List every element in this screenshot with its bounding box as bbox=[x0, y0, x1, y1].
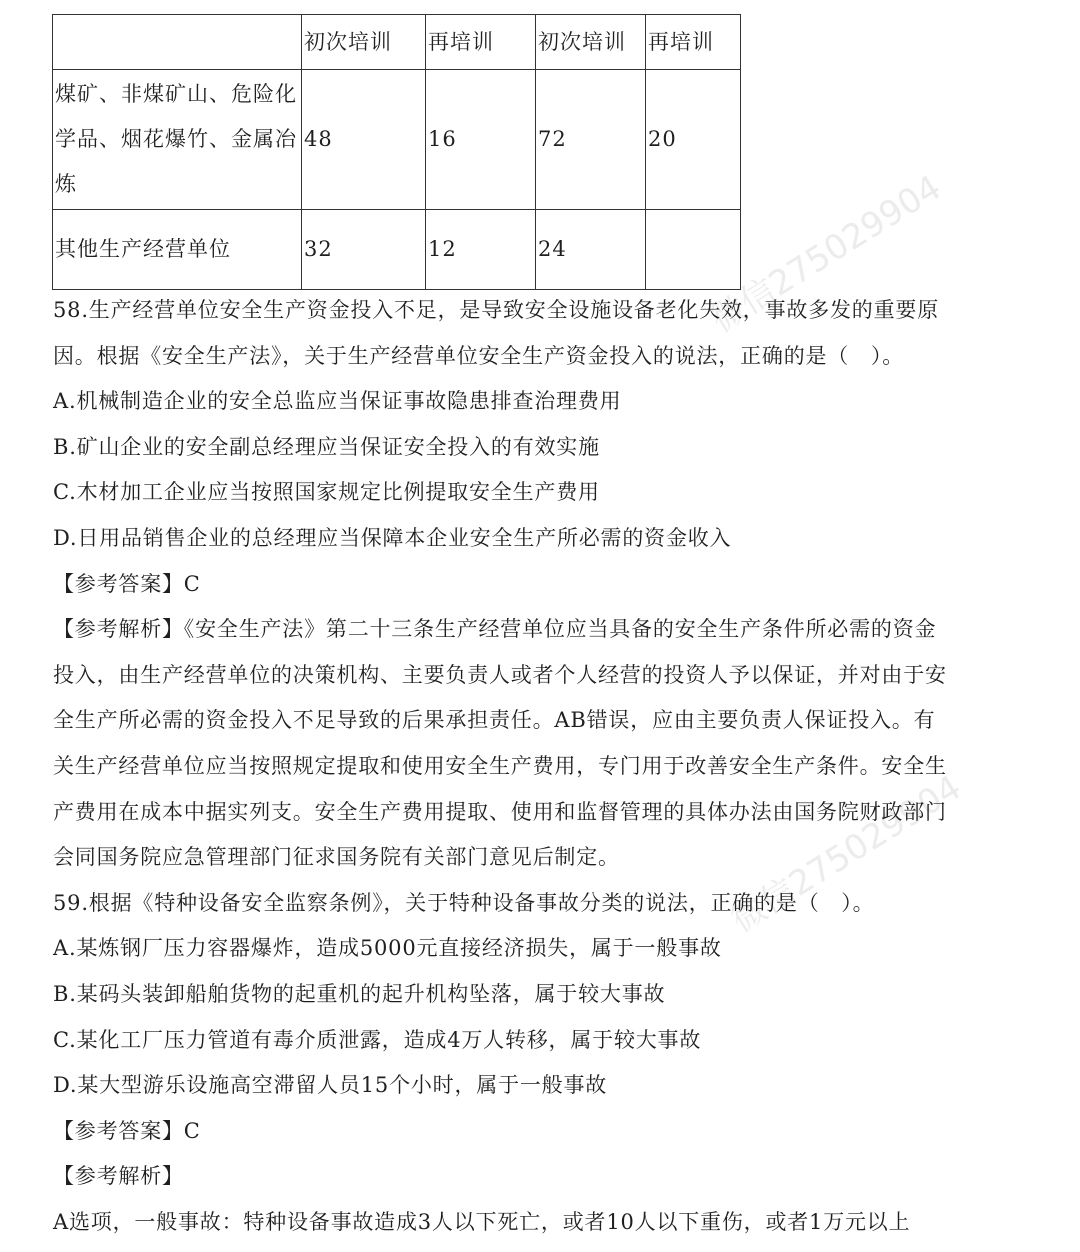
question-58-stem: 因。根据《安全生产法》，关于生产经营单位安全生产资金投入的说法，正确的是（ ）。 bbox=[53, 343, 904, 368]
table-row bbox=[53, 210, 741, 290]
table-header-cell: 初次培训 bbox=[536, 15, 646, 70]
table-cell bbox=[646, 210, 741, 290]
reference-analysis: A选项，一般事故：特种设备事故造成3人以下死亡，或者10人以下重伤，或者1万元以上 bbox=[53, 1209, 911, 1234]
table-cell: 32 bbox=[302, 210, 426, 290]
table-cell: 16 bbox=[426, 70, 536, 210]
table-cell: 20 bbox=[646, 70, 741, 210]
reference-analysis: 投入，由生产经营单位的决策机构、主要负责人或者个人经营的投资人予以保证，并对由于安 bbox=[53, 662, 947, 687]
reference-analysis-heading: 【参考解析】 bbox=[53, 1164, 184, 1189]
table-header-row bbox=[53, 15, 741, 70]
watermark: 微信275029904 bbox=[704, 167, 949, 341]
reference-analysis: 会同国务院应急管理部门征求国务院有关部门意见后制定。 bbox=[53, 845, 620, 870]
reference-answer: 【参考答案】C bbox=[53, 571, 201, 596]
reference-analysis: 【参考解析】《安全生产法》第二十三条生产经营单位应当具备的安全生产条件所必需的资金 bbox=[53, 617, 937, 642]
table-row-label: 煤矿、非煤矿山、危险化学品、烟花爆竹、金属冶炼 bbox=[53, 70, 302, 210]
option-d: D.日用品销售企业的总经理应当保障本企业安全生产所必需的资金收入 bbox=[53, 525, 732, 550]
question-text-body bbox=[53, 288, 1013, 1245]
table-header-cell: 初次培训 bbox=[302, 15, 426, 70]
option-a: A.机械制造企业的安全总监应当保证事故隐患排查治理费用 bbox=[53, 389, 622, 414]
option-a: A.某炼钢厂压力容器爆炸，造成5000元直接经济损失，属于一般事故 bbox=[53, 936, 722, 961]
option-b: B.某码头装卸船舶货物的起重机的起升机构坠落，属于较大事故 bbox=[53, 981, 666, 1006]
option-c: C.某化工厂压力管道有毒介质泄露，造成4万人转移，属于较大事故 bbox=[53, 1027, 702, 1052]
table-cell: 24 bbox=[536, 210, 646, 290]
reference-analysis: 全生产所必需的资金投入不足导致的后果承担责任。AB错误，应由主要负责人保证投入。有 bbox=[53, 708, 936, 733]
training-hours-table bbox=[52, 14, 741, 290]
option-d: D.某大型游乐设施高空滞留人员15个小时，属于一般事故 bbox=[53, 1073, 608, 1098]
reference-answer: 【参考答案】C bbox=[53, 1118, 201, 1143]
table-row bbox=[53, 70, 741, 210]
table-cell: 72 bbox=[536, 70, 646, 210]
table-header-cell: 再培训 bbox=[646, 15, 741, 70]
table-cell: 48 bbox=[302, 70, 426, 210]
option-c: C.木材加工企业应当按照国家规定比例提取安全生产费用 bbox=[53, 480, 600, 505]
table-row-label: 其他生产经营单位 bbox=[53, 210, 302, 290]
table-cell bbox=[53, 15, 302, 70]
question-58-stem: 58.生产经营单位安全生产资金投入不足，是导致安全设施设备老化失效，事故多发的重要原 bbox=[53, 298, 939, 322]
reference-analysis: 关生产经营单位应当按照规定提取和使用安全生产费用，专门用于改善安全生产条件。安全生 bbox=[53, 753, 947, 778]
reference-analysis: 产费用在成本中据实列支。安全生产费用提取、使用和监督管理的具体办法由国务院财政部门 bbox=[53, 799, 947, 824]
table-cell: 12 bbox=[426, 210, 536, 290]
question-59-stem: 59.根据《特种设备安全监察条例》，关于特种设备事故分类的说法，正确的是（ ）。 bbox=[53, 890, 875, 915]
option-b: B.矿山企业的安全副总经理应当保证安全投入的有效实施 bbox=[53, 434, 600, 459]
watermark: 微信275029904 bbox=[724, 767, 969, 941]
table-header-cell: 再培训 bbox=[426, 15, 536, 70]
